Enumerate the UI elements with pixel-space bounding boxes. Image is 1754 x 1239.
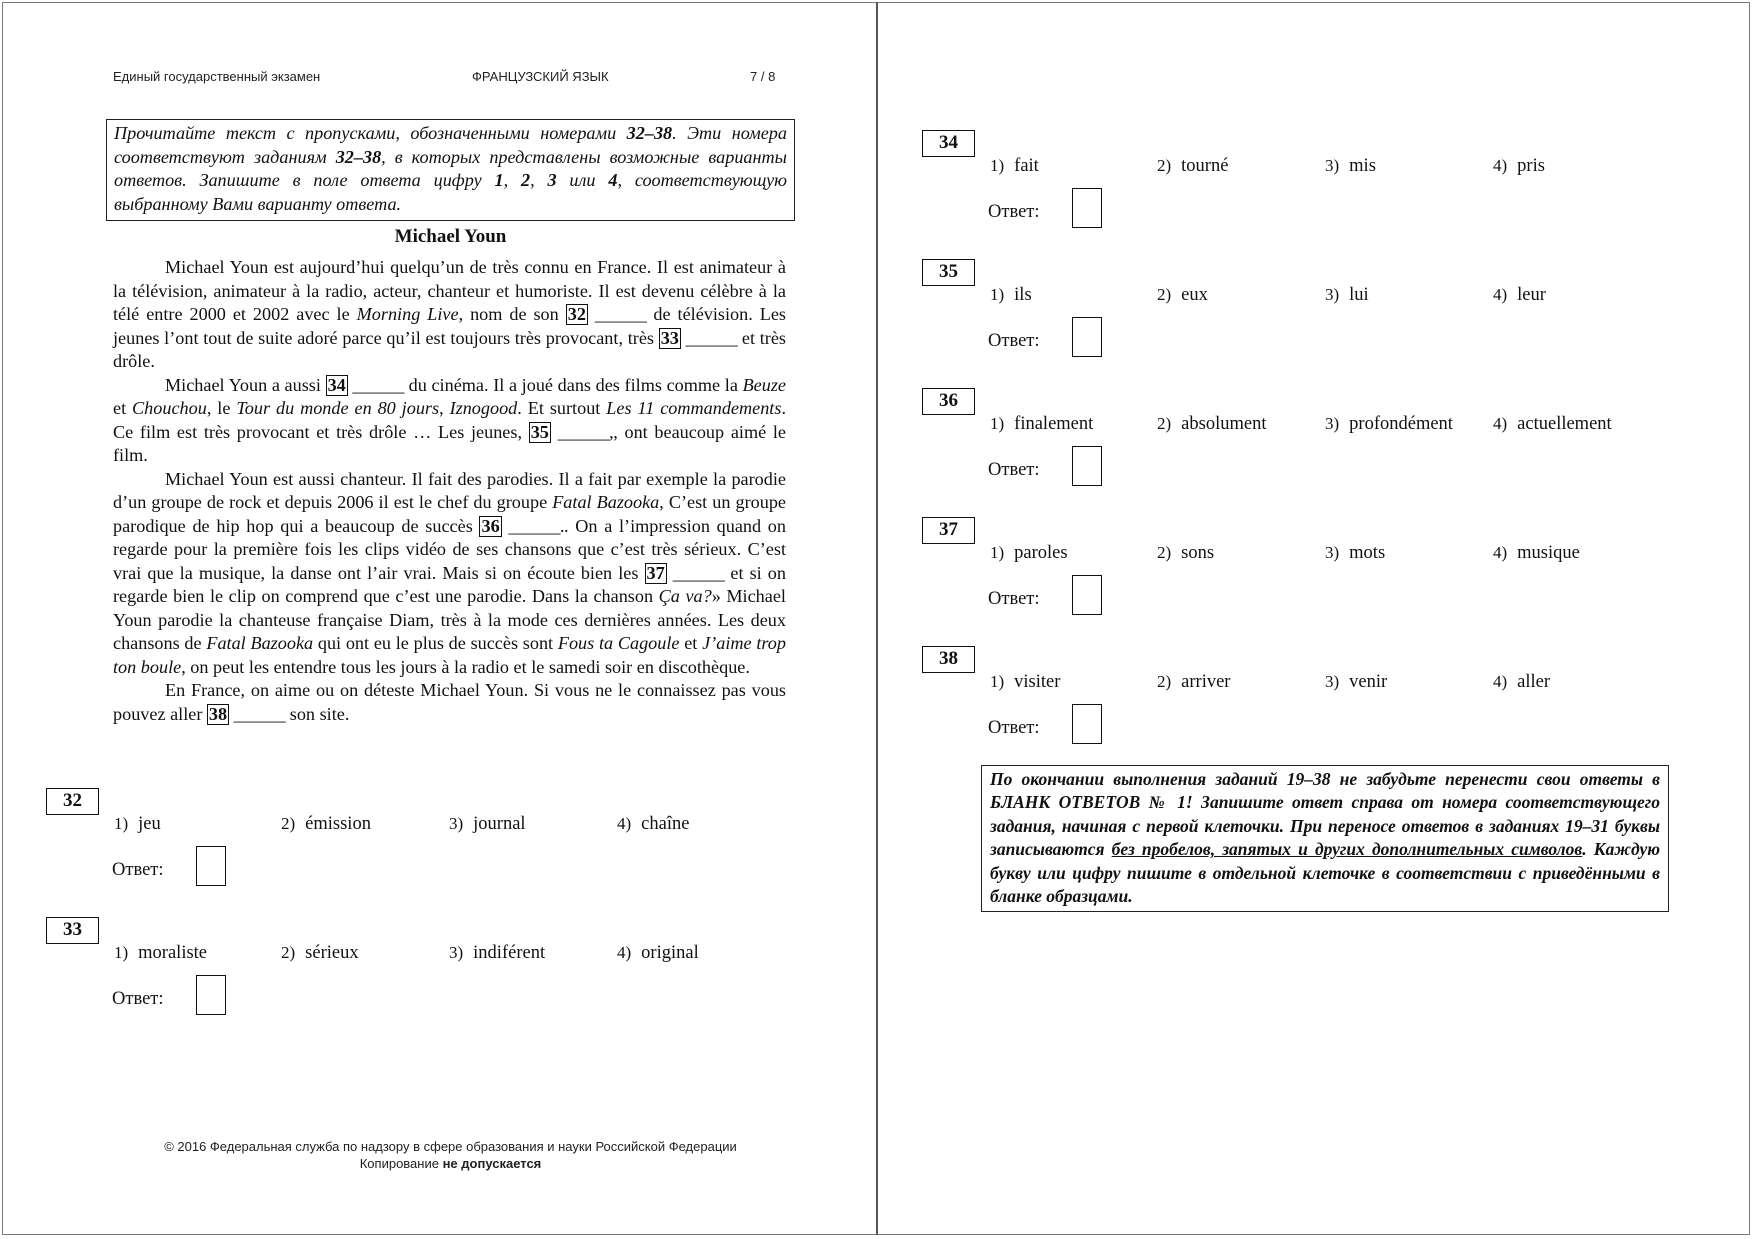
task-number: 36 (922, 388, 975, 415)
copyright-line: © 2016 Федеральная служба по надзору в сфере образования и науки Российской Федерации (164, 1139, 737, 1154)
task-number: 32 (46, 788, 99, 815)
option-1: 1) finalement (990, 414, 1094, 434)
option-3: 3) mis (1325, 156, 1376, 176)
option-1: 1) paroles (990, 543, 1068, 563)
option-2: 2) arriver (1157, 672, 1231, 692)
option-4: 4) musique (1493, 543, 1580, 563)
reminder-note: По окончании выполнения заданий 19–38 не забудьте перенести свои ответы в БЛАНК ОТВЕТОВ № 1! Запишите ответ справа от номера соответствующего задания, начиная с первой клеточки. При переносе ответов в заданиях 19–31 буквы записываются без пробелов, запятых и других дополнительных символов. Каждую букву или цифру пишите в отдельной клеточке в соответствии с приведёнными в бланке образцами. (981, 765, 1669, 912)
header-exam: Единый государственный экзамен (113, 69, 321, 84)
option-3: 3) mots (1325, 543, 1386, 563)
gap-number: 33 (660, 327, 679, 348)
answer-label: Ответ: (112, 989, 164, 1009)
gap-number: 35 (530, 421, 549, 442)
task-number: 34 (922, 130, 975, 157)
task-number: 38 (922, 646, 975, 673)
answer-input-box[interactable] (1072, 188, 1102, 228)
instruction-box: Прочитайте текст с пропусками, обозначенными номерами 32–38. Эти номера соответствуют заданиям 32–38, в которых представлены возможные варианты ответов. Запишите в поле ответа цифру 1, 2, 3 или 4, соответствующую выбранному Вами варианту ответа. (106, 119, 795, 221)
passage-title: Michael Youn (394, 226, 507, 247)
answer-input-box[interactable] (1072, 575, 1102, 615)
paragraph: En France, on aime ou on déteste Michael Youn. Si vous ne le connaissez pas vous pouvez aller 38 ______ son site. (113, 680, 786, 724)
option-3: 3) journal (449, 814, 526, 834)
option-1: 1) fait (990, 156, 1039, 176)
answer-input-box[interactable] (1072, 446, 1102, 486)
option-4: 4) actuellement (1493, 414, 1612, 434)
header-page: 7 / 8 (750, 69, 776, 84)
option-2: 2) eux (1157, 285, 1208, 305)
answer-input-box[interactable] (196, 846, 226, 886)
answer-label: Ответ: (988, 460, 1040, 480)
answer-label: Ответ: (988, 589, 1040, 609)
option-2: 2) absolument (1157, 414, 1267, 434)
header-subject: ФРАНЦУЗСКИЙ ЯЗЫК (472, 69, 609, 84)
paragraph: Michael Youn est aussi chanteur. Il fait des parodies. Il a fait par exemple la parodie d’un groupe de rock et depuis 2006 il est le chef du groupe Fatal Bazooka, C’est un groupe parodique de hip hop qui a beaucoup de succès 36 ______.. On a l’impression quand on regarde pour la première fois les clips vidéo de ses chansons que c’est très sérieux. C’est vrai que la musique, la danse ont l’air vrai. Mais si on écoute bien les 37 ______ et si on regarde bien le clip on comprend que c’est une parodie. Dans la chanson Ça va?» Michael Youn parodie la chanteuse française Diam, très à la mode ces dernières années. Les deux chansons de Fatal Bazooka qui ont eu le plus de succès sont Fous ta Cagoule et J’aime trop ton boule, on peut les entendre tous les jours à la radio et le samedi soir en discothèque. (113, 468, 786, 677)
option-1: 1) moraliste (114, 943, 208, 963)
answer-input-box[interactable] (1072, 704, 1102, 744)
option-4: 4) aller (1493, 672, 1551, 692)
copyright-footer (106, 1138, 795, 1172)
gap-number: 34 (327, 374, 346, 395)
gap-number: 36 (481, 515, 500, 536)
option-4: 4) pris (1493, 156, 1545, 176)
answer-input-box[interactable] (1072, 317, 1102, 357)
option-1: 1) visiter (990, 672, 1061, 692)
page-divider (876, 2, 878, 1235)
task-number: 35 (922, 259, 975, 286)
option-3: 3) lui (1325, 285, 1369, 305)
answer-label: Ответ: (988, 202, 1040, 222)
copy-notice: Копирование не допускается (359, 1156, 542, 1171)
option-1: 1) ils (990, 285, 1032, 305)
gap-number: 32 (567, 304, 586, 324)
option-3: 3) indiférent (449, 943, 546, 963)
option-4: 4) chaîne (617, 814, 690, 834)
answer-label: Ответ: (112, 860, 164, 880)
option-1: 1) jeu (114, 814, 161, 834)
passage-text (113, 256, 786, 726)
option-2: 2) émission (281, 814, 371, 834)
paragraph: Michael Youn est aujourd’hui quelqu’un de très connu en France. Il est animateur à la télévision, animateur à la radio, acteur, chanteur et humoriste. Il est devenu célèbre à la télé entre 2000 et 2002 avec le Morning Live, nom de son 32 ______ de télévision. Les jeunes l’ont tout de suite adoré parce qu’il est toujours très provocant, très 33 ______ et très drôle. (113, 257, 787, 371)
task-number: 33 (46, 917, 99, 944)
option-2: 2) tourné (1157, 156, 1229, 176)
option-4: 4) leur (1493, 285, 1546, 305)
option-2: 2) sons (1157, 543, 1215, 563)
task-number: 37 (922, 517, 975, 544)
option-2: 2) sérieux (281, 943, 359, 963)
answer-label: Ответ: (988, 718, 1040, 738)
gap-number: 38 (208, 703, 228, 724)
paragraph: Michael Youn a aussi 34 ______ du cinéma. Il a joué dans des films comme la Beuze et Chouchou, le Tour du monde en 80 jours, Iznogood. Et surtout Les 11 commandements. Ce film est très provocant et très drôle … Les jeunes, 35 ______,, ont beaucoup aimé le film. (113, 374, 786, 465)
option-4: 4) original (617, 943, 699, 963)
option-3: 3) venir (1325, 672, 1388, 692)
gap-number: 37 (646, 562, 665, 583)
answer-label: Ответ: (988, 331, 1040, 351)
option-3: 3) profondément (1325, 414, 1453, 434)
answer-input-box[interactable] (196, 975, 226, 1015)
